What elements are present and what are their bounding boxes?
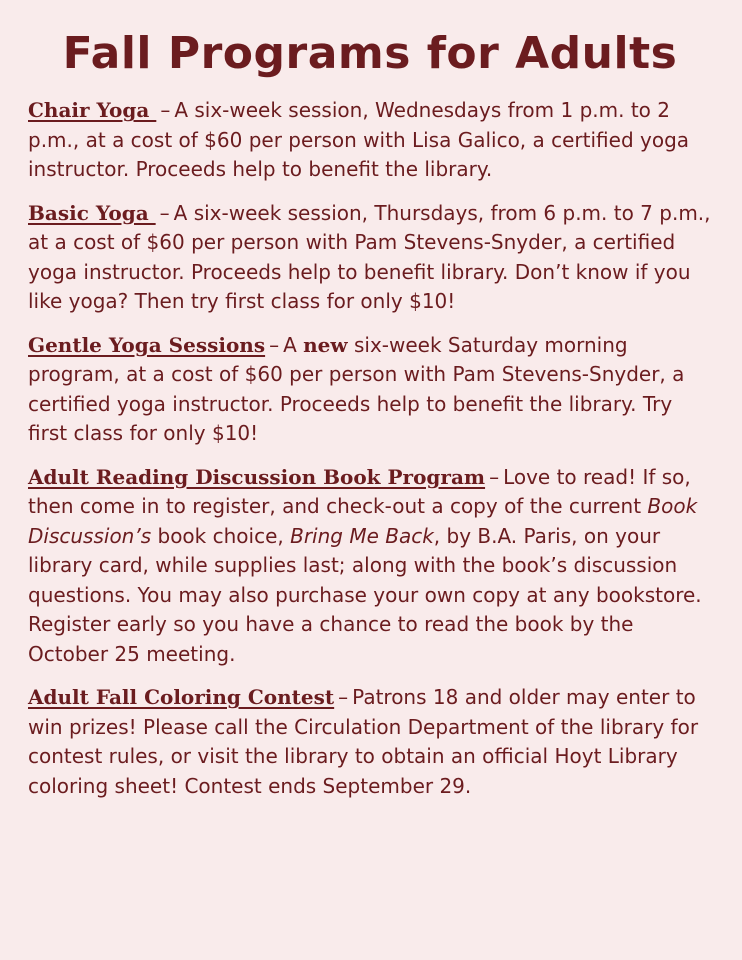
program-description-reading-part-3: , by B.A. Paris, on your library card, while supplies last; along with the book’s discussion questions. You may also purchase your own copy at any bookstore. Register early so you have a chance to read the book by the October 25 meeting. <box>28 523 702 666</box>
program-heading-chair-yoga: Chair Yoga <box>28 98 157 123</box>
program-chair-yoga <box>28 96 712 185</box>
program-heading-reading-discussion: Adult Reading Discussion Book Program <box>28 464 486 489</box>
program-description-gentle-yoga-end: six-week Saturday morning program, at a cost of $60 per person with Pam Stevens-Snyder, a certified yoga instructor. Proceeds help to benefit the library. Try first class for only $10! <box>28 332 685 446</box>
program-description-gentle-yoga-start: A <box>283 332 304 357</box>
page-title: Fall Programs for Adults <box>62 28 678 79</box>
program-description-chair-yoga: A six-week session, Wednesdays from 1 p.m. to 2 p.m., at a cost of $60 per person with Lisa Galico, a certified yoga instructor. Proceeds help to benefit the library. <box>28 98 690 182</box>
program-description-reading-part-1: Love to read! If so, then come in to register, and check-out a copy of the current <box>28 464 691 519</box>
program-heading-basic-yoga: Basic Yoga <box>28 200 156 225</box>
program-description-reading-part-2: book choice, <box>151 523 291 548</box>
program-description-basic-yoga: A six-week session, Thursdays, from 6 p.m. to 7 p.m., at a cost of $60 per person with Pam Stevens-Snyder, a certified yoga instructor. Proceeds help to benefit library. Don’t know if you like yoga? Then try first class for only $10! <box>28 200 711 314</box>
separator-dash: – <box>338 685 349 710</box>
program-description-coloring-contest: Patrons 18 and older may enter to win prizes! Please call the Circulation Department of the library for contest rules, or visit the library to obtain an official Hoyt Library coloring sheet! Contest ends September 29. <box>28 685 699 798</box>
book-discussion-italic: Book Discussion’s <box>28 494 698 548</box>
program-heading-gentle-yoga: Gentle Yoga Sessions <box>28 332 266 357</box>
separator-dash: – <box>160 98 171 123</box>
program-heading-coloring-contest: Adult Fall Coloring Contest <box>28 685 335 710</box>
program-reading-discussion <box>28 463 712 670</box>
book-title-italic: Bring Me Back <box>290 523 434 548</box>
new-highlight: new <box>303 332 348 357</box>
separator-dash: – <box>489 464 500 489</box>
program-basic-yoga <box>28 199 712 317</box>
program-coloring-contest <box>28 683 712 801</box>
program-gentle-yoga <box>28 331 712 449</box>
separator-dash: – <box>159 200 170 225</box>
separator-dash: – <box>269 332 280 357</box>
